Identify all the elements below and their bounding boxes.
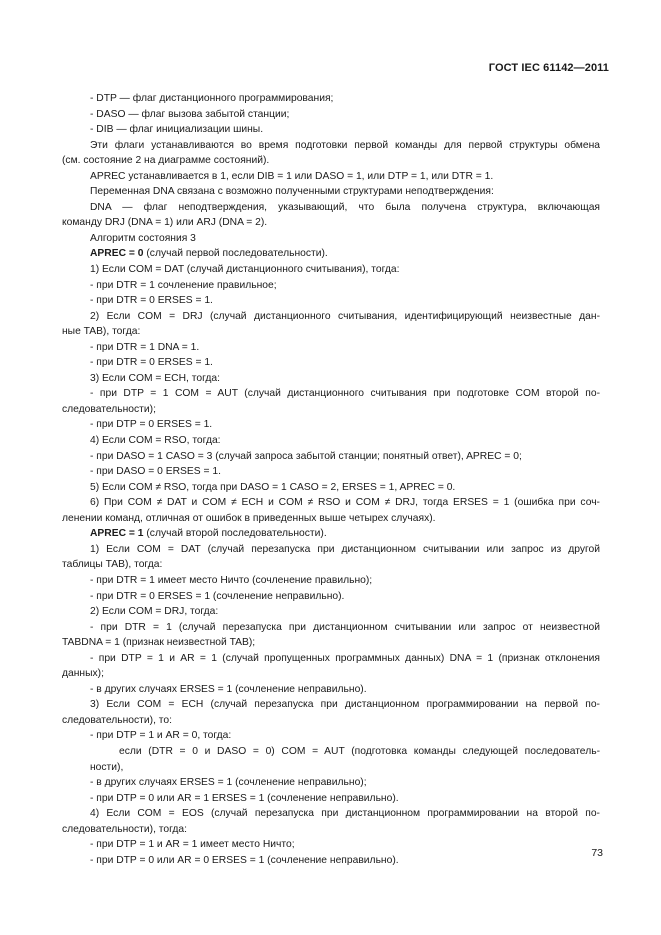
text-line: Переменная DNA связана с возможно полученными структурами неподтверждения:	[90, 186, 494, 198]
text-line: - при DTR = 1 (случай перезапуска при дистанционном считывании или запрос от неизвестной	[90, 621, 600, 633]
bold-term: APREC = 1	[90, 528, 144, 540]
text-line: APREC устанавливается в 1, если DIB = 1 или DASO = 1, или DTP = 1, или DTR = 1.	[90, 170, 494, 182]
text-line: - при DASO = 0 ERSES = 1.	[90, 466, 221, 478]
text-line	[62, 526, 600, 542]
text-line: 4) Если COM = RSO, тогда:	[90, 435, 221, 447]
text-line: (см. состояние 2 на диаграмме состояний).	[62, 155, 270, 167]
text-line	[62, 246, 600, 262]
text-line: - при DTP = 0 или AR = 1 ERSES = 1 (сочленение неправильно).	[90, 792, 399, 804]
text-line: - при DTP = 1 COM = AUT (случай дистанционного считывания при подготовке COM второй по-	[90, 388, 600, 400]
line-tail: (случай первой последовательности).	[143, 248, 328, 260]
page-number: 73	[591, 847, 603, 859]
text-line: - в других случаях ERSES = 1 (сочленение неправильно);	[90, 777, 367, 789]
text-line: - при DTR = 1 сочленение правильное;	[90, 279, 277, 291]
text-line: ные TAB), тогда:	[62, 326, 141, 338]
text-line: - при DTR = 0 ERSES = 1 (сочленение неправильно).	[90, 590, 345, 602]
text-line: - при DTP = 1 и AR = 1 (случай пропущенных программных данных) DNA = 1 (признак отклонения	[90, 652, 600, 664]
text-line: TABDNA = 1 (признак неизвестной TAB);	[62, 637, 256, 649]
bold-term: APREC = 0	[90, 248, 144, 260]
document-standard-header: ГОСТ IEC 61142—2011	[488, 62, 609, 74]
text-line: 3) Если COM = ECH (случай перезапуска при дистанционном программировании на первой по-	[90, 699, 600, 711]
text-line: ности),	[90, 761, 124, 773]
text-line: - при DTR = 0 ERSES = 1.	[90, 357, 213, 369]
text-line: - при DTR = 1 имеет место Ничто (сочленение правильно);	[90, 574, 373, 586]
text-line: следовательности), тогда:	[62, 823, 188, 835]
text-line: таблицы TAB), тогда:	[62, 559, 163, 571]
text-line: 2) Если COM = DRJ (случай дистанционного считывания, идентифицирующий неизвестные дан-	[90, 310, 600, 322]
text-line: 3) Если COM = ECH, тогда:	[90, 372, 220, 384]
text-line: Алгоритм состояния 3	[90, 232, 196, 244]
text-line: DNA — флаг неподтверждения, указывающий, что была получена структура, включающая	[90, 201, 600, 213]
text-line: 6) При COM ≠ DAT и COM ≠ ECH и COM ≠ RSO и COM ≠ DRJ, тогда ERSES = 1 (ошибка при соч-	[90, 497, 600, 509]
text-line: - при DASO = 1 CASO = 3 (случай запроса забытой станции; понятный ответ), APREC = 0;	[90, 450, 522, 462]
text-line: 2) Если COM = DRJ, тогда:	[90, 606, 219, 618]
text-line: - при DTR = 0 ERSES = 1.	[90, 295, 213, 307]
line-tail: (случай второй последовательности).	[143, 528, 327, 540]
text-line: - при DTP = 0 или AR = 0 ERSES = 1 (сочленение неправильно).	[90, 854, 399, 866]
text-line: следовательности);	[62, 403, 156, 415]
text-line: - при DTP = 1 и AR = 0, тогда:	[90, 730, 232, 742]
text-line: - при DTP = 0 ERSES = 1.	[90, 419, 213, 431]
text-line: - DIB — флаг инициализации шины.	[90, 124, 264, 136]
text-line: 5) Если COM ≠ RSO, тогда при DASO = 1 CASO = 2, ERSES = 1, APREC = 0.	[90, 481, 456, 493]
text-line: 1) Если COM = DAT (случай перезапуска при дистанционном считывании или запрос из другой	[90, 543, 600, 555]
text-line: 1) Если COM = DAT (случай дистанционного считывания), тогда:	[90, 264, 400, 276]
text-line: следовательности), то:	[62, 714, 172, 726]
text-line: данных);	[62, 668, 104, 680]
text-line: команду DRJ (DNA = 1) или ARJ (DNA = 2).	[62, 217, 268, 229]
text-line: - DASO — флаг вызова забытой станции;	[90, 108, 290, 120]
text-line: - при DTP = 1 и AR = 1 имеет место Ничто;	[90, 839, 295, 851]
text-line: - DTP — флаг дистанционного программирования;	[90, 93, 334, 104]
text-line: 4) Если COM = EOS (случай перезапуска при дистанционном программировании на второй по-	[90, 808, 600, 820]
text-line: - при DTR = 1 DNA = 1.	[90, 341, 200, 353]
text-line: Эти флаги устанавливаются во время подготовки первой команды для первой структуры обмена	[90, 139, 600, 151]
document-body	[62, 91, 600, 868]
text-line: - в других случаях ERSES = 1 (сочленение неправильно).	[90, 683, 367, 695]
text-line: если (DTR = 0 и DASO = 0) COM = AUT (подготовка команды следующей последователь-	[119, 745, 600, 757]
text-line: ленении команд, отличная от ошибок в приведенных выше четырех случаях).	[62, 512, 436, 524]
